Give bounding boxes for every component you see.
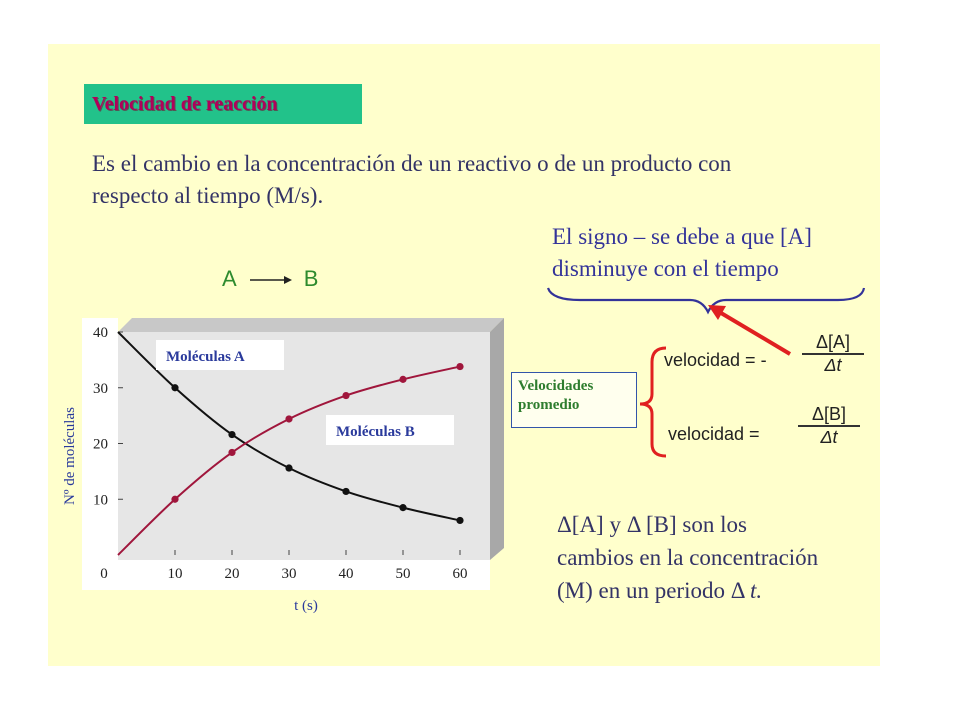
data-point-b — [228, 449, 235, 456]
data-point-a — [456, 517, 463, 524]
series-a-label: Moléculas A — [166, 349, 245, 365]
data-point-b — [285, 415, 292, 422]
rate-equation-b-label: velocidad = — [668, 424, 760, 444]
y-tick-label: 30 — [93, 380, 108, 397]
y-tick-label: 20 — [93, 436, 108, 453]
x-tick-label: 0 — [100, 566, 108, 582]
delta-line-3-var: t. — [750, 578, 763, 603]
note-brace — [548, 288, 864, 312]
sign-note-line-1: El signo – se debe a que [A] — [552, 224, 812, 249]
delta-line-3 — [557, 574, 887, 607]
rate-b-numerator: Δ[B] — [811, 404, 847, 424]
x-tick-label: 50 — [395, 566, 411, 582]
definition-line-1: Es el cambio en la concentración de un reactivo o de un producto con — [92, 151, 732, 176]
rate-a-numerator: Δ[A] — [815, 332, 851, 352]
y-tick-label: 10 — [93, 492, 108, 509]
delta-line-2: cambios en la concentración — [557, 545, 819, 570]
sign-note-line-2: disminuye con el tiempo — [552, 256, 779, 281]
x-tick-label: 10 — [167, 566, 183, 582]
delta-explanation — [557, 508, 887, 607]
data-point-b — [456, 363, 463, 370]
definition-line-2: respecto al tiempo (M/s). — [92, 183, 324, 208]
data-point-a — [171, 384, 178, 391]
data-point-a — [285, 464, 292, 471]
x-tick-label: 60 — [452, 566, 468, 582]
velocities-brace — [640, 348, 666, 456]
velocities-box-line-2: promedio — [518, 397, 580, 413]
velocities-box-line-1: Velocidades — [518, 378, 594, 394]
reactant-label: A — [222, 266, 236, 291]
slide-title: Velocidad de reacción — [84, 84, 362, 124]
x-tick-label: 30 — [281, 566, 297, 582]
data-point-a — [399, 504, 406, 511]
delta-line-1: Δ[A] y Δ [B] son los — [557, 512, 747, 537]
product-label: B — [303, 266, 319, 291]
x-tick-label: 20 — [224, 566, 240, 582]
data-point-a — [342, 488, 349, 495]
y-tick-label: 40 — [93, 325, 108, 341]
sign-arrow — [716, 310, 790, 354]
data-point-b — [399, 376, 406, 383]
rate-equation-a-label: velocidad = - — [664, 350, 767, 370]
rate-equation-b-fraction — [798, 404, 860, 448]
data-point-a — [228, 431, 235, 438]
data-point-b — [171, 496, 178, 503]
x-axis-label: t (s) — [294, 598, 318, 614]
delta-line-3-prefix: (M) en un periodo Δ — [557, 578, 751, 603]
series-b-label: Moléculas B — [336, 424, 415, 440]
average-velocities-box — [511, 372, 637, 428]
data-point-b — [342, 392, 349, 399]
rate-a-denominator: Δt — [824, 355, 842, 375]
y-axis-label: Nº de moléculas — [62, 407, 78, 505]
rate-b-denominator: Δt — [820, 427, 838, 447]
rate-equation-a-fraction — [802, 332, 864, 376]
x-tick-label: 40 — [338, 566, 354, 582]
